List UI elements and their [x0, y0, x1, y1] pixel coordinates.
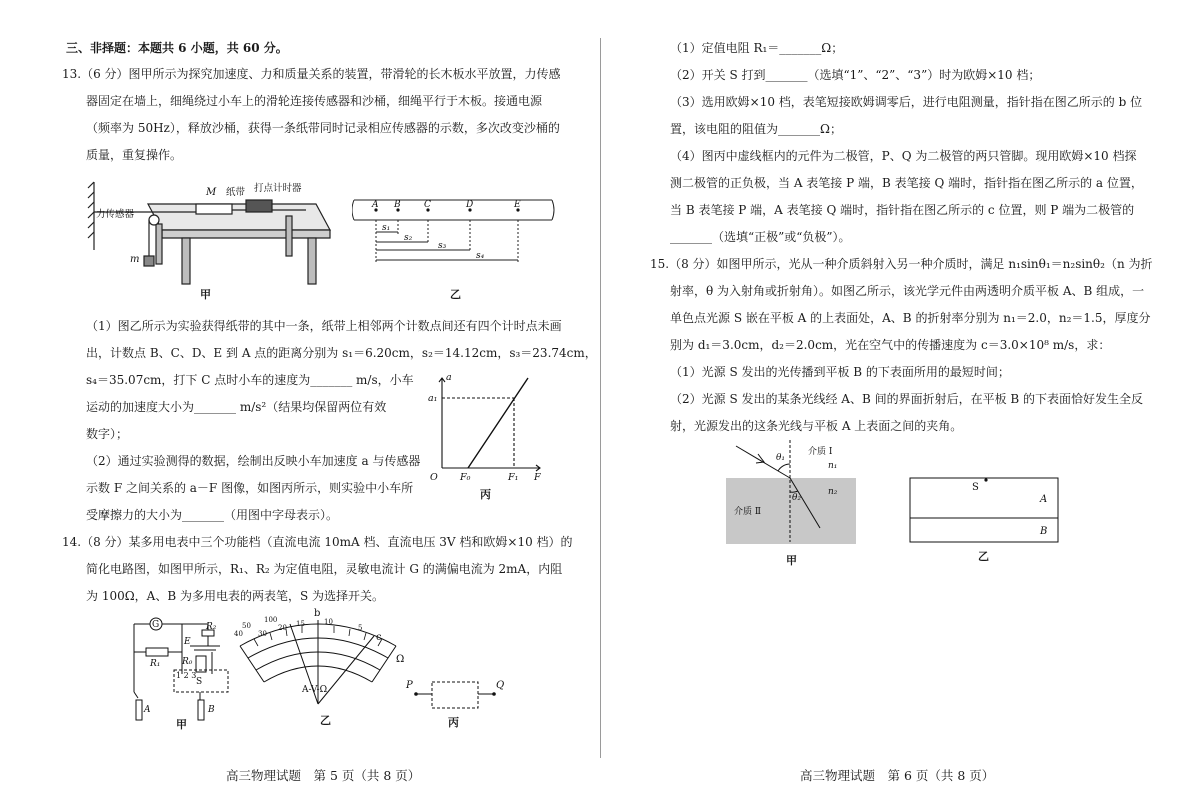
diode-figure [400, 676, 510, 712]
meter-tick-20: 20 [278, 624, 287, 632]
theta-two-label: θ₂ [792, 493, 802, 503]
tape-s4: s₄ [476, 251, 485, 261]
meter-tick-100: 100 [264, 616, 278, 624]
plate-a-label: A [1040, 494, 1048, 505]
tape-s1: s₁ [382, 223, 391, 233]
q15-line-7: 射，光源发出的这条光线与平板 A 上表面之间的夹角。 [670, 419, 963, 433]
tape-label: 纸带 [226, 187, 246, 198]
switch-label: S [196, 677, 203, 687]
meter-tick-5: 5 [358, 624, 363, 632]
q14-line-1: 14.（8 分）某多用电表中三个功能档（直流电流 10mA 档、直流电压 3V 档和欧姆×10 档）的 [62, 535, 573, 549]
left-page-footer: 高三物理试题 第 5 页（共 8 页） [226, 768, 421, 783]
circuit-figure [120, 612, 238, 728]
medium-two-label: 介质 Ⅱ [734, 507, 761, 517]
r0-label: R₀ [182, 657, 193, 667]
q13-part2-line-3: 受摩擦力的大小为_______（用图中字母表示）。 [86, 508, 339, 522]
figure-caption-jia: 甲 [200, 288, 211, 301]
origin-label: O [430, 472, 438, 483]
q13-part1-line-5: 数字）； [86, 427, 129, 441]
sensor-label: 力传感器 [96, 209, 135, 220]
figure-caption-plates: 乙 [978, 550, 989, 563]
meter-pos-c: c [376, 632, 382, 643]
tape-s3: s₃ [438, 241, 447, 251]
q15-line-1: 15.（8 分）如图甲所示，光从一种介质斜射入另一种介质时，满足 n₁sinθ₁＝n₂sinθ₂（n 为折 [650, 257, 1153, 271]
q14-cont-line-5: （4）图丙中虚线框内的元件为二极管，P、Q 为二极管的两只管脚。现用欧姆×10 档探 [670, 149, 1137, 163]
probe-a-label: A [144, 705, 151, 715]
refraction-figure [724, 436, 860, 548]
meter-face-label: A-V-Ω [302, 685, 328, 695]
apparatus-figure [86, 180, 336, 298]
figure-caption-yi: 乙 [450, 288, 461, 301]
q13-part2-line-1: （2）通过实验测得的数据，绘制出反映小车加速度 a 与传感器 [86, 454, 421, 468]
meter-tick-50: 50 [242, 622, 251, 630]
tape-point-a: A [372, 200, 379, 210]
bucket-label: m [130, 254, 140, 265]
q14-cont-line-2: （2）开关 S 打到_______（选填“1”、“2”、“3”）时为欧姆×10 档； [670, 68, 1041, 82]
figure-caption-meter: 乙 [320, 714, 331, 727]
section-heading: 三、非择题：本题共 6 小题，共 60 分。 [66, 41, 288, 55]
q13-line-3: （频率为 50Hz），释放沙桶，获得一条纸带同时记录相应传感器的示数，多次改变沙桶的 [86, 121, 560, 135]
tape-figure [352, 190, 560, 270]
n2-label: n₂ [828, 487, 838, 497]
diode-q-label: Q [496, 680, 505, 691]
q14-cont-line-1: （1）定值电阻 R₁＝_______Ω； [670, 41, 844, 55]
q13-part1-line-3: s₄＝35.07cm，打下 C 点时小车的速度为_______ m/s，小车 [86, 373, 414, 387]
q14-cont-line-8: _______（选填“正极”或“负极”）。 [670, 230, 851, 244]
figure-caption-bing: 丙 [480, 488, 491, 501]
probe-b-label: B [208, 705, 215, 715]
figure-caption-refraction: 甲 [786, 554, 797, 567]
q13-part1-line-4: 运动的加速度大小为_______ m/s²（结果均保留两位有效 [86, 400, 387, 414]
q14-cont-line-7: 当 B 表笔接 P 端，A 表笔接 Q 端时，指针指在图乙所示的 c 位置，则 P 端为二极管的 [670, 203, 1135, 217]
tape-point-c: C [424, 200, 431, 210]
q14-line-2: 简化电路图，如图甲所示，R₁、R₂ 为定值电阻，灵敏电流计 G 的满偏电流为 2mA，内阻 [86, 562, 563, 576]
q15-line-4: 别为 d₁＝3.0cm，d₂＝2.0cm，光在空气中的传播速度为 c＝3.0×10⁸ m/s，求： [670, 338, 1111, 352]
timer-label: 打点计时器 [254, 183, 302, 194]
tape-point-e: E [514, 200, 521, 210]
f0-label: F₀ [460, 472, 471, 483]
meter-ohm-unit: Ω [396, 654, 404, 665]
right-page [600, 0, 1200, 796]
axis-f-label: F [534, 472, 541, 483]
figure-caption-diode: 丙 [448, 716, 459, 729]
q13-line-2: 器固定在墙上，细绳绕过小车上的滑轮连接传感器和沙桶，细绳平行于木板。接通电源 [86, 94, 543, 108]
q14-cont-line-3: （3）选用欧姆×10 档，表笔短接欧姆调零后，进行电阻测量，指针指在图乙所示的 b 位 [670, 95, 1143, 109]
q15-line-2: 射率，θ 为入射角或折射角）。如图乙所示，该光学元件由两透明介质平板 A、B 组成，一 [670, 284, 1145, 298]
cart-label: M [206, 187, 217, 198]
q13-part1-line-1: （1）图乙所示为实验获得纸带的其中一条，纸带上相邻两个计数点间还有四个计时点未画 [86, 319, 562, 333]
plate-b-label: B [1040, 526, 1048, 537]
q14-line-3: 为 100Ω，A、B 为多用电表的两表笔，S 为选择开关。 [86, 589, 385, 603]
meter-tick-30: 30 [258, 630, 267, 638]
e-label: E [184, 637, 191, 647]
a-f-graph [428, 370, 548, 488]
q15-line-5: （1）光源 S 发出的光传播到平板 B 的下表面所用的最短时间； [670, 365, 1010, 379]
q13-part1-line-2: 出，计数点 B、C、D、E 到 A 点的距离分别为 s₁＝6.20cm，s₂＝14.12cm，s₃＝23.74cm， [86, 346, 597, 360]
meter-figure [234, 606, 404, 716]
tape-point-d: D [466, 200, 474, 210]
axis-a-label: a [446, 372, 452, 383]
q15-line-3: 单色点光源 S 嵌在平板 A 的上表面处，A、B 的折射率分别为 n₁＝2.0，n₂＝1.5，厚度分 [670, 311, 1151, 325]
right-page-footer: 高三物理试题 第 6 页（共 8 页） [800, 768, 995, 783]
figure-caption-circuit: 甲 [176, 718, 187, 731]
meter-tick-40: 40 [234, 630, 243, 638]
medium-one-label: 介质 Ⅰ [808, 447, 833, 457]
q13-line-4: 质量，重复操作。 [86, 148, 183, 162]
r2-label: R₂ [206, 622, 217, 632]
f1-label: F₁ [508, 472, 519, 483]
r1-label: R₁ [150, 659, 161, 669]
diode-p-label: P [406, 680, 413, 691]
plates-figure [908, 474, 1062, 544]
q14-cont-line-6: 测二极管的正负极，当 A 表笔接 P 端，B 表笔接 Q 端时，指针指在图乙所示的 a 位置， [670, 176, 1143, 190]
meter-pos-b: b [314, 608, 321, 619]
meter-tick-15: 15 [296, 620, 305, 628]
plates-source-label: S [972, 482, 979, 493]
q15-line-6: （2）光源 S 发出的某条光线经 A、B 间的界面折射后，在平板 B 的下表面恰好发生全反 [670, 392, 1144, 406]
q13-line-1: 13.（6 分）图甲所示为探究加速度、力和质量关系的装置，带滑轮的长木板水平放置，力传感 [62, 67, 561, 81]
axis-a1-label: a₁ [428, 393, 438, 404]
q14-cont-line-4: 置，该电阻的阻值为_______Ω； [670, 122, 842, 136]
galvanometer-label: G [152, 620, 160, 630]
n1-label: n₁ [828, 461, 838, 471]
switch-positions: 1 2 3 [176, 671, 197, 680]
tape-s2: s₂ [404, 233, 413, 243]
q13-part2-line-2: 示数 F 之间关系的 a－F 图像，如图丙所示，则实验中小车所 [86, 481, 414, 495]
tape-point-b: B [394, 200, 401, 210]
theta-one-label: θ₁ [776, 453, 786, 463]
meter-tick-10: 10 [324, 618, 333, 626]
